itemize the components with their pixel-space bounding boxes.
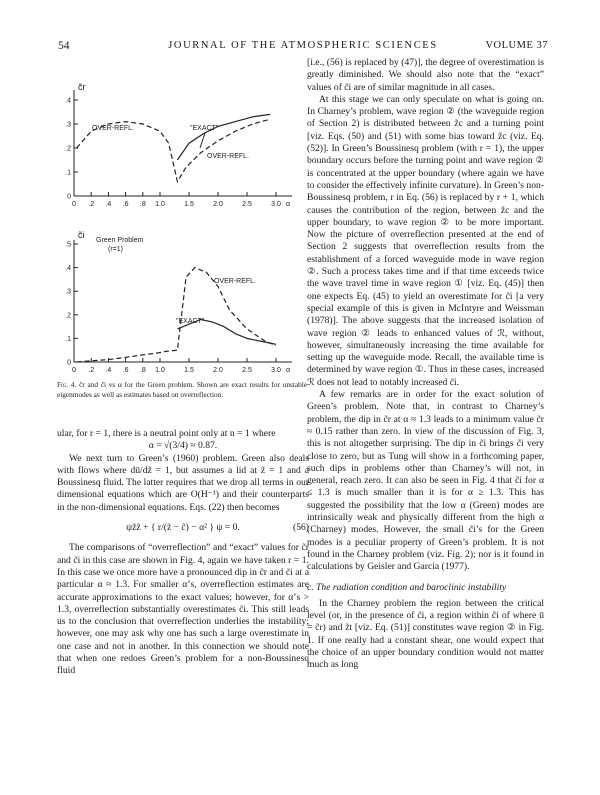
label-exact: "EXACT" xyxy=(190,125,219,132)
y-tick-label: .3 xyxy=(65,121,71,129)
x-tick-label: 1.5 xyxy=(184,367,194,374)
y-tick-label: .2 xyxy=(65,312,71,320)
caption-label: Fig. 4. xyxy=(57,380,77,389)
y-ticks xyxy=(65,98,78,201)
label-overrefl-left: OVER-REFL. xyxy=(92,125,135,132)
figure-title: Green Problem xyxy=(96,237,144,244)
journal-title: JOURNAL OF THE ATMOSPHERIC SCIENCES xyxy=(168,40,438,51)
x-axis-label: α xyxy=(286,367,291,374)
y-axis-label: c̃i xyxy=(78,230,85,240)
y-tick-label: 0 xyxy=(67,193,71,201)
label-overrefl-right: OVER-REFL. xyxy=(207,153,250,160)
paragraph: In the Charney problem the region between the critical level (or, in the presence of c̃i, a region within c̃i of where ū = c̃r) and z̃t [viz. Eq. (51)] constitutes wave region ② in Fig. 1. If one really had a constant shear, one would expect that the choice of an upper boundary condition would not matter much as long xyxy=(307,597,544,671)
x-tick-label: 2.5 xyxy=(242,201,252,208)
x-tick-label: 3.0 xyxy=(271,201,281,208)
x-tick-label: 0 xyxy=(72,201,76,208)
equation-number: (56) xyxy=(293,522,309,534)
x-ticks xyxy=(72,192,290,208)
x-tick-label: .4 xyxy=(105,201,112,208)
y-tick-label: 0 xyxy=(67,359,71,367)
label-exact: "EXACT" xyxy=(176,318,205,325)
equation-alpha: α = √(3/4) ≈ 0.87. xyxy=(148,440,218,452)
x-tick-label: 1.5 xyxy=(184,201,194,208)
paragraph: ular, for r = 1, there is a neutral point only at n = 1 where xyxy=(57,428,276,439)
section-heading: c. The radiation condition and baroclinic instability xyxy=(307,582,507,594)
x-tick-label: 1.0 xyxy=(155,367,165,374)
figure-cr-vs-alpha xyxy=(52,78,314,220)
figure-ci-vs-alpha xyxy=(52,226,314,378)
y-tick-label: .2 xyxy=(65,145,71,153)
left-column xyxy=(57,428,309,678)
paragraph: At this stage we can only speculate on what is going on. In Charney’s problem, wave region ② (the waveguide region of Section 2) is distributed between z̃c and a turning point [viz. Eqs. (50) and (51) with some bias toward z̃c (viz. Eq. (52)]. In Green’s Boussinesq problem (with r = 1), the upper boundary occurs before the turning point and wave region ② is concentrated at the upper boundary (where again we have to consider the effectively infinite curvature). In Green’s non-Boussinesq problem, r in Eq. (56) is replaced by r + 1, which causes the contribution of the region, between z̃c and the upper boundary, to wave region ② to be more important. Now the picture of overreflection presented at the end of Section 2 suggests that overreflection results from the establishment of a forced waveguide mode in wave region ②. Such a process takes time and if that time exceeds twice the wave travel time in wave region ① [viz. Eq. (45)] then one expects Eq. (45) to yield an overestimate for c̃i [a very special example of this is given in McIntyre and Weissman (1978)]. The above suggests that the increased isolation of wave region ② leads to enhanced values of ℛ, without, however, simultaneously increasing the time available for setting up the waveguide mode. Recall, the available time is determined by wave region ①. Thus in these cases, increased ℛ does not lead to notably increased c̃i. xyxy=(307,93,544,388)
x-tick-label: 3.0 xyxy=(271,367,281,374)
caption-text: c̃r and c̃i vs α for the Green problem. Shown are exact results for unstable eigenmodes as well as estimates based on overreflection. xyxy=(57,380,307,399)
x-tick-label: 2.5 xyxy=(242,367,252,374)
y-tick-label: .5 xyxy=(65,241,71,249)
paragraph: The comparisons of “overreflection” and “exact” values for c̃r and c̃i in this case are shown in Fig. 4, again we have taken r = 1. In this case we once more have a pronounced dip in c̃r and c̃i at a particular α ≈ 1.3. For smaller α’s, overreflection estimates are accurate approximations to the exact values; however, for α’s > 1.3, overreflection substantially overestimates c̃i. This still leads us to the conclusion that overreflection underlies the instability; however, one may ask why one has such a large overestimate in one case and not in another. In this connection we should note that when one redoes Green’s problem for a non-Boussinesq fluid xyxy=(57,542,309,677)
y-tick-label: .1 xyxy=(65,335,71,343)
x-tick-label: 2.0 xyxy=(213,367,223,374)
equation-56 xyxy=(57,522,309,534)
x-tick-label: 1.0 xyxy=(155,201,165,208)
y-ticks xyxy=(65,242,78,367)
equation-body: ψz̃z̃ + { r/(z̃ − c̃) − α² } ψ = 0. xyxy=(126,522,240,534)
paragraph: A few remarks are in order for the exact solution of Green’s problem. Note that, in contrast to Charney’s problem, the dip in c̃r at α ≈ 1.3 leads to a minimum value c̃r ≈ 0.15 rather than zero. In view of the discussion of Fig. 3, this is not altogether surprising. The dip in c̃i brings c̃i very close to zero, but as Tung will show in a forthcoming paper, such dips in problems other than Charney’s will not, in general, reach zero. It can also be seen in Fig. 4 that c̃i for α ≤ 1.3 is much smaller than it is for α ≥ 1.3. This has suggested the possibility that the low α (Green) modes are intrinsically weak and physically different from the high α (Charney) modes. However, the small c̃i’s for the Green modes is a peculiar property of Green’s problem. It is not found in the Charney problem (viz. Fig. 2); nor is it found in calculations by Geisler and Garcia (1977). xyxy=(307,389,544,573)
y-tick-label: .4 xyxy=(65,265,71,273)
x-tick-label: 0 xyxy=(72,367,76,374)
y-tick-label: .1 xyxy=(65,169,71,177)
x-tick-label: .6 xyxy=(122,367,129,374)
x-tick-label: .6 xyxy=(122,201,129,208)
x-tick-label: .2 xyxy=(88,201,95,208)
figure-subtitle: (r=1) xyxy=(108,246,123,253)
x-tick-label: 2.0 xyxy=(213,201,223,208)
x-axis-label: α xyxy=(286,201,291,208)
page-header xyxy=(58,40,548,56)
x-tick-label: .8 xyxy=(139,367,146,374)
y-tick-label: .3 xyxy=(65,288,71,296)
x-tick-label: .8 xyxy=(139,201,146,208)
x-tick-label: .2 xyxy=(88,367,95,374)
paragraph: [i.e., (56) is replaced by (47)], the degree of overestimation is greatly diminished. We should also note that the “exact” values of c̃i are of similar magnitude in all cases. xyxy=(307,57,544,93)
x-tick-label: .4 xyxy=(105,367,112,374)
y-tick-label: .4 xyxy=(65,97,71,105)
page-number: 54 xyxy=(58,40,70,52)
volume-label: VOLUME 37 xyxy=(485,40,548,51)
y-axis-label: c̃r xyxy=(78,82,86,92)
figure-caption xyxy=(57,380,307,399)
label-overrefl: OVER-REFL. xyxy=(214,278,257,285)
paragraph: We next turn to Green’s (1960) problem. Green also deals with flows where dū/dz̃ = 1, but assumes a lid at z̃ = 1 and a Boussinesq fluid. The latter requires that we drop all terms in our dimensional equations which are O(H⁻¹) and their counterparts in the non-dimensional equations. Eqs. (22) then becomes xyxy=(57,452,309,513)
right-column xyxy=(307,57,544,672)
